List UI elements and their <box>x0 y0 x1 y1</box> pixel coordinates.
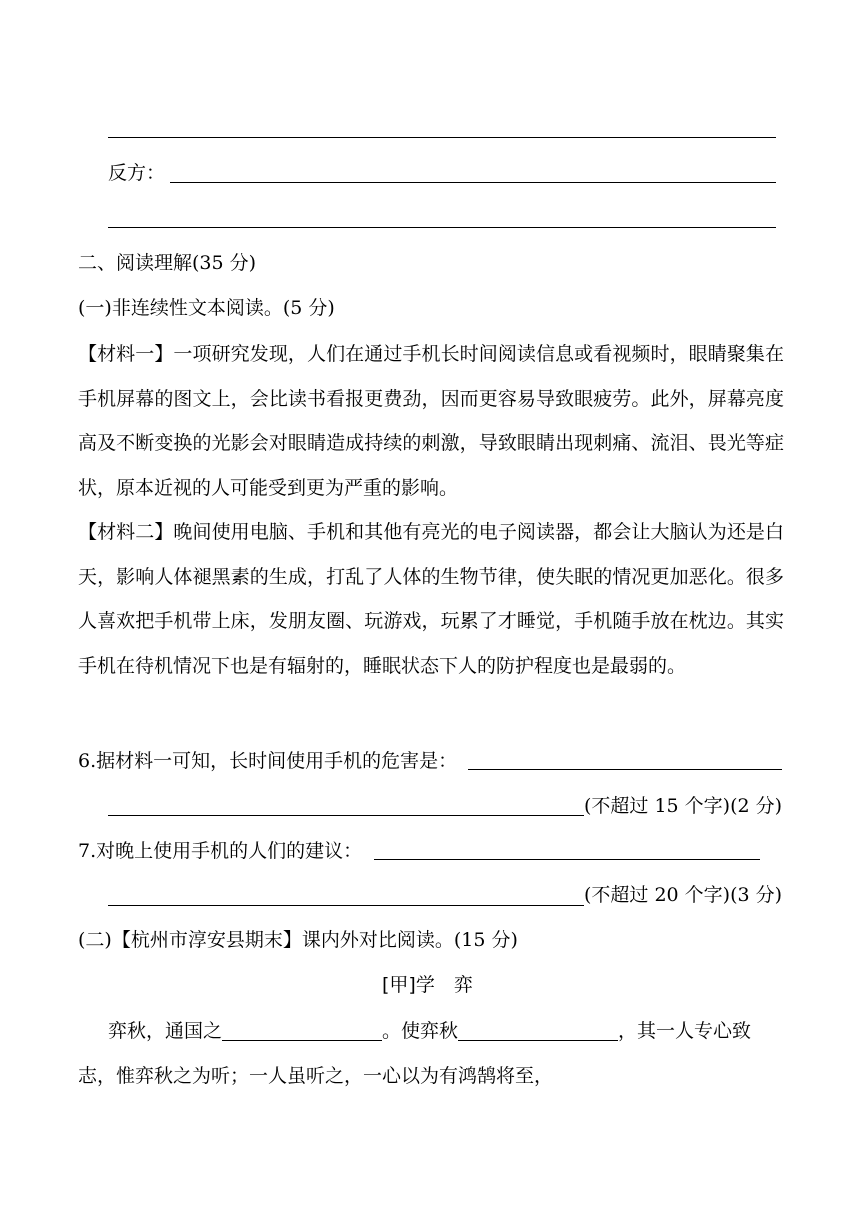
passage-line-2: 志，惟弈秋之为听；一人虽听之，一心以为有鸿鹄将至， <box>78 1065 554 1087</box>
opponent-answer-line[interactable] <box>170 182 776 183</box>
part-two-heading: (二)【杭州市淳安县期末】课内外对比阅读。(15 分) <box>78 929 518 951</box>
question-7-answer-line[interactable] <box>108 905 584 906</box>
section-heading: 二、阅读理解(35 分) <box>78 252 257 274</box>
part-one-heading: (一)非连续性文本阅读。(5 分) <box>78 297 335 319</box>
fill-in-blank[interactable] <box>222 1020 382 1041</box>
question-7-answer-line[interactable] <box>374 859 760 860</box>
answer-line[interactable] <box>108 227 776 228</box>
question-7-prompt: 7.对晚上使用手机的人们的建议： <box>78 840 363 862</box>
passage-title: [甲]学 弈 <box>382 974 473 996</box>
question-6-answer-line[interactable] <box>108 815 584 816</box>
material-two-paragraph: 【材料二】晚间使用电脑、手机和其他有亮光的电子阅读器，都会让大脑认为还是白天，影响人体褪黑素的生成，打乱了人体的生物节律，使失眠的情况更加恶化。很多人喜欢把手机带上床，发朋友圈、玩游戏，玩累了才睡觉，手机随手放在枕边。其实手机在待机情况下也是有辐射的，睡眠状态下人的防护程度也是最弱的。 <box>78 521 784 677</box>
opponent-label: 反方： <box>108 162 166 184</box>
question-7-note: (不超过 20 个字)(3 分) <box>584 884 783 906</box>
passage-segment: 弈秋，通国之 <box>108 1020 223 1042</box>
material-one-paragraph: 【材料一】一项研究发现，人们在通过手机长时间阅读信息或看视频时，眼睛聚集在手机屏幕的图文上，会比读书看报更费劲，因而更容易导致眼疲劳。此外，屏幕亮度高及不断变换的光影会对眼睛造成持续的刺激，导致眼睛出现刺痛、流泪、畏光等症状，原本近视的人可能受到更为严重的影响。 <box>78 343 784 499</box>
passage-line-1 <box>108 1018 751 1044</box>
question-6-prompt: 6.据材料一可知，长时间使用手机的危害是： <box>78 750 458 772</box>
passage-segment: ，其一人专心致 <box>618 1020 752 1042</box>
question-6-note: (不超过 15 个字)(2 分) <box>584 795 783 817</box>
question-6-answer-line[interactable] <box>468 769 782 770</box>
passage-segment: 。使弈秋 <box>382 1020 459 1042</box>
answer-line[interactable] <box>108 137 776 138</box>
fill-in-blank[interactable] <box>458 1020 618 1041</box>
